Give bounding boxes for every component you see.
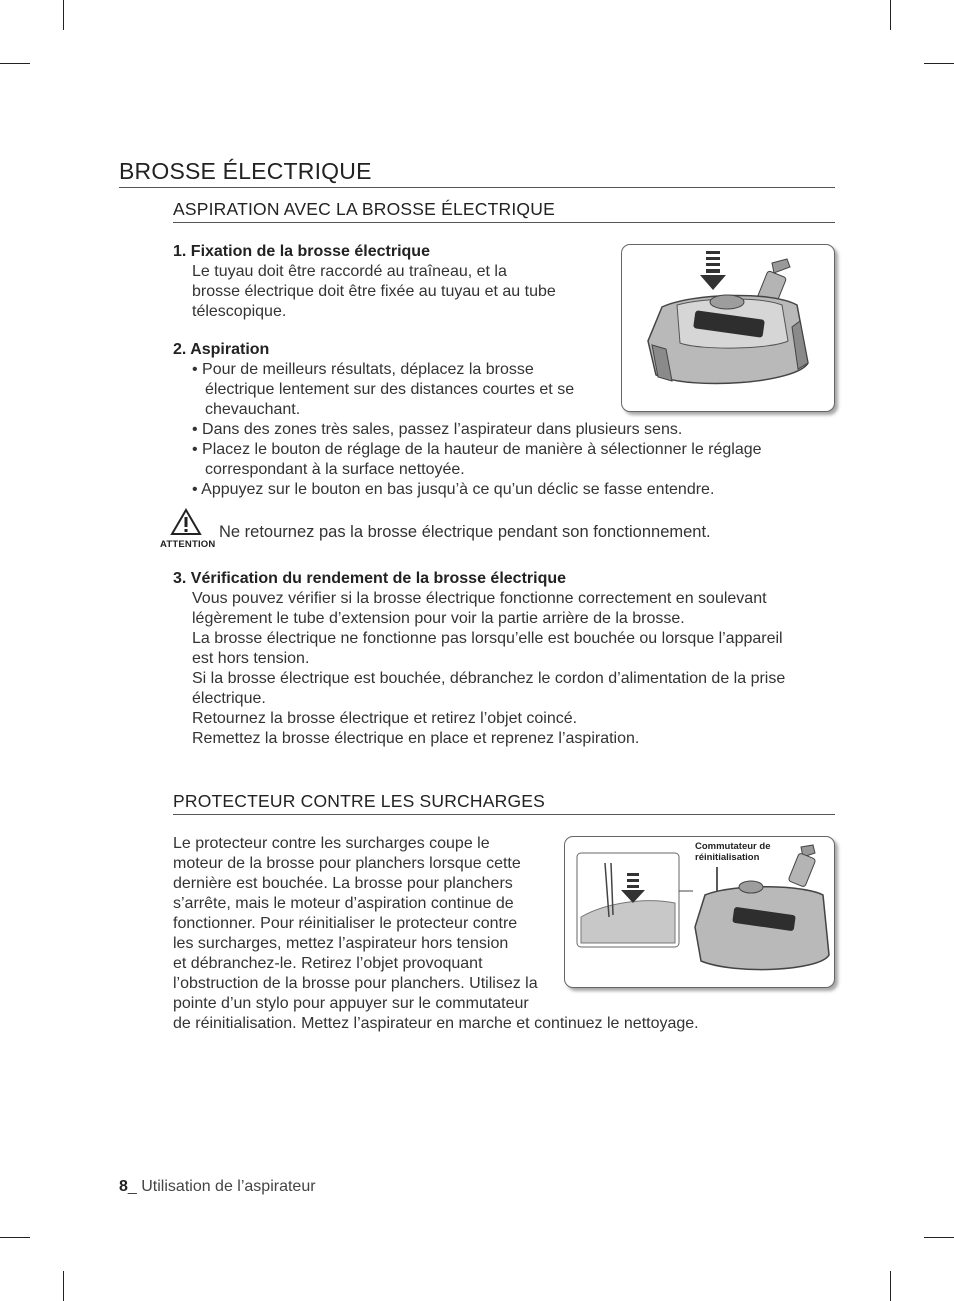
step3-line: Remettez la brosse électrique en place et reprenez l’aspiration. — [192, 730, 640, 747]
subsection-title-aspiration: ASPIRATION AVEC LA BROSSE ÉLECTRIQUE — [173, 199, 835, 223]
step1-line: Le tuyau doit être raccordé au traîneau, et la — [192, 263, 507, 280]
step2-bullet: • Pour de meilleurs résultats, déplacez la brosse — [192, 361, 534, 378]
power-brush-drawing — [622, 245, 834, 411]
step2-title: 2. Aspiration — [173, 341, 270, 358]
crop-mark — [890, 0, 891, 30]
step2-bullet: • Dans des zones très sales, passez l’aspirateur dans plusieurs sens. — [192, 421, 683, 438]
section-title: BROSSE ÉLECTRIQUE — [119, 158, 835, 188]
reset-switch-illustration — [564, 836, 835, 988]
overload-line: de réinitialisation. Mettez l’aspirateur en marche et continuez le nettoyage. — [173, 1015, 699, 1032]
step2-bullet: • Appuyez sur le bouton en bas jusqu’à ce qu’un déclic se fasse entendre. — [192, 481, 715, 498]
overload-line: moteur de la brosse pour planchers lorsque cette — [173, 855, 521, 872]
overload-line: l’obstruction de la brosse pour planchers. Utilisez la — [173, 975, 538, 992]
step3-line: électrique. — [192, 690, 266, 707]
crop-mark — [0, 63, 30, 64]
crop-mark — [924, 1237, 954, 1238]
reset-switch-label-line: réinitialisation — [695, 852, 760, 863]
footer-text: _ Utilisation de l’aspirateur — [127, 1178, 316, 1195]
step1-line: télescopique. — [192, 303, 287, 320]
step3-line: légèrement le tube d’extension pour voir la partie arrière de la brosse. — [192, 610, 685, 627]
overload-line: Le protecteur contre les surcharges coupe le — [173, 835, 490, 852]
down-arrow-icon — [700, 251, 726, 290]
page-number: 8 — [119, 1178, 128, 1195]
crop-mark — [0, 1237, 30, 1238]
overload-line: fonctionner. Pour réinitialiser le protecteur contre — [173, 915, 518, 932]
crop-mark — [890, 1271, 891, 1301]
crop-mark — [63, 0, 64, 30]
attention-label: ATTENTION — [160, 539, 216, 550]
overload-line: pointe d’un stylo pour appuyer sur le commutateur — [173, 995, 529, 1012]
reset-switch-label-line: Commutateur de — [695, 841, 771, 852]
step1-line: brosse électrique doit être fixée au tuyau et au tube — [192, 283, 556, 300]
step3-line: est hors tension. — [192, 650, 310, 667]
page-footer — [119, 1178, 316, 1196]
warning-icon — [170, 508, 202, 536]
overload-line: et débranchez-le. Retirez l’objet provoquant — [173, 955, 483, 972]
step2-bullet: • Placez le bouton de réglage de la hauteur de manière à sélectionner le réglage — [192, 441, 762, 458]
attention-text: Ne retournez pas la brosse électrique pendant son fonctionnement. — [219, 523, 711, 541]
step2-line: correspondant à la surface nettoyée. — [205, 461, 465, 478]
overload-line: les surcharges, mettez l’aspirateur hors tension — [173, 935, 509, 952]
crop-mark — [63, 1271, 64, 1301]
step3-line: Retournez la brosse électrique et retirez l’objet coincé. — [192, 710, 578, 727]
subsection-title-overload: PROTECTEUR CONTRE LES SURCHARGES — [173, 791, 835, 815]
step3-line: Vous pouvez vérifier si la brosse électrique fonctionne correctement en soulevant — [192, 590, 767, 607]
reset-switch-label — [695, 841, 770, 863]
crop-mark — [924, 63, 954, 64]
overload-line: s’arrête, mais le moteur d’aspiration continue de — [173, 895, 514, 912]
step3-line: Si la brosse électrique est bouchée, débranchez le cordon d’alimentation de la prise — [192, 670, 786, 687]
step3-title: 3. Vérification du rendement de la brosse électrique — [173, 570, 567, 587]
overload-line: dernière est bouchée. La brosse pour planchers — [173, 875, 513, 892]
step2-line: chevauchant. — [205, 401, 301, 418]
power-brush-illustration — [621, 244, 835, 412]
step1-title: 1. Fixation de la brosse électrique — [173, 243, 430, 260]
step2-line: électrique lentement sur des distances courtes et se — [205, 381, 575, 398]
step3-line: La brosse électrique ne fonctionne pas lorsqu’elle est bouchée ou lorsque l’appareil — [192, 630, 783, 647]
